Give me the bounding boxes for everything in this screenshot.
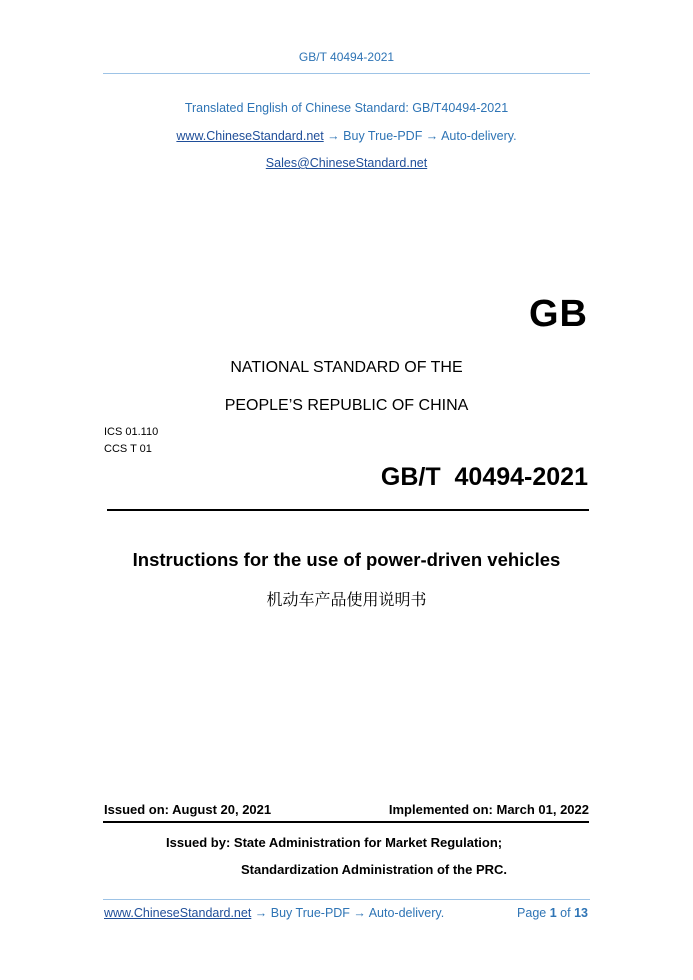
promo-buy-text: → Buy True-PDF → Auto-delivery. (323, 129, 517, 143)
national-line-1: NATIONAL STANDARD OF THE (230, 359, 463, 376)
gb-mark: GB (529, 293, 588, 335)
footer-links (104, 906, 444, 920)
page-indicator (517, 906, 588, 920)
promo-links (0, 129, 693, 143)
ics-code: ICS 01.110 (104, 426, 159, 438)
page-number: 1 (549, 906, 557, 920)
promo-line: Translated English of Chinese Standard: GB/T40494-2021 (184, 101, 509, 115)
implemented-on: Implemented on: March 01, 2022 (388, 802, 589, 817)
email-row (0, 156, 693, 170)
issue-rule (103, 821, 589, 823)
issued-by-line-2: Standardization Administration of the PRC. (241, 862, 508, 877)
ccs-code: CCS T 01 (104, 443, 152, 455)
of-word: of (560, 906, 571, 920)
issued-by-line-1: Issued by: State Administration for Market Regulation; (166, 835, 503, 850)
site-link[interactable]: www.ChineseStandard.net (176, 129, 324, 143)
page-total: 13 (574, 906, 588, 920)
issued-on: Issued on: August 20, 2021 (104, 802, 272, 817)
running-header: GB/T 40494-2021 (298, 50, 395, 64)
email-link[interactable]: Sales@ChineseStandard.net (265, 156, 428, 170)
title-chinese: 机动车产品使用说明书 (266, 590, 427, 609)
footer-site-link[interactable]: www.ChineseStandard.net (104, 906, 252, 920)
footer-rule (103, 899, 590, 900)
standard-number: GB/T 40494-2021 (380, 463, 588, 491)
footer-buy-text: → Buy True-PDF → Auto-delivery. (251, 906, 445, 920)
title-english: Instructions for the use of power-driven vehicles (132, 549, 561, 570)
header-rule (103, 73, 590, 74)
title-rule (107, 509, 589, 511)
page-word: Page (517, 906, 547, 920)
national-line-2: PEOPLE’S REPUBLIC OF CHINA (224, 397, 469, 414)
